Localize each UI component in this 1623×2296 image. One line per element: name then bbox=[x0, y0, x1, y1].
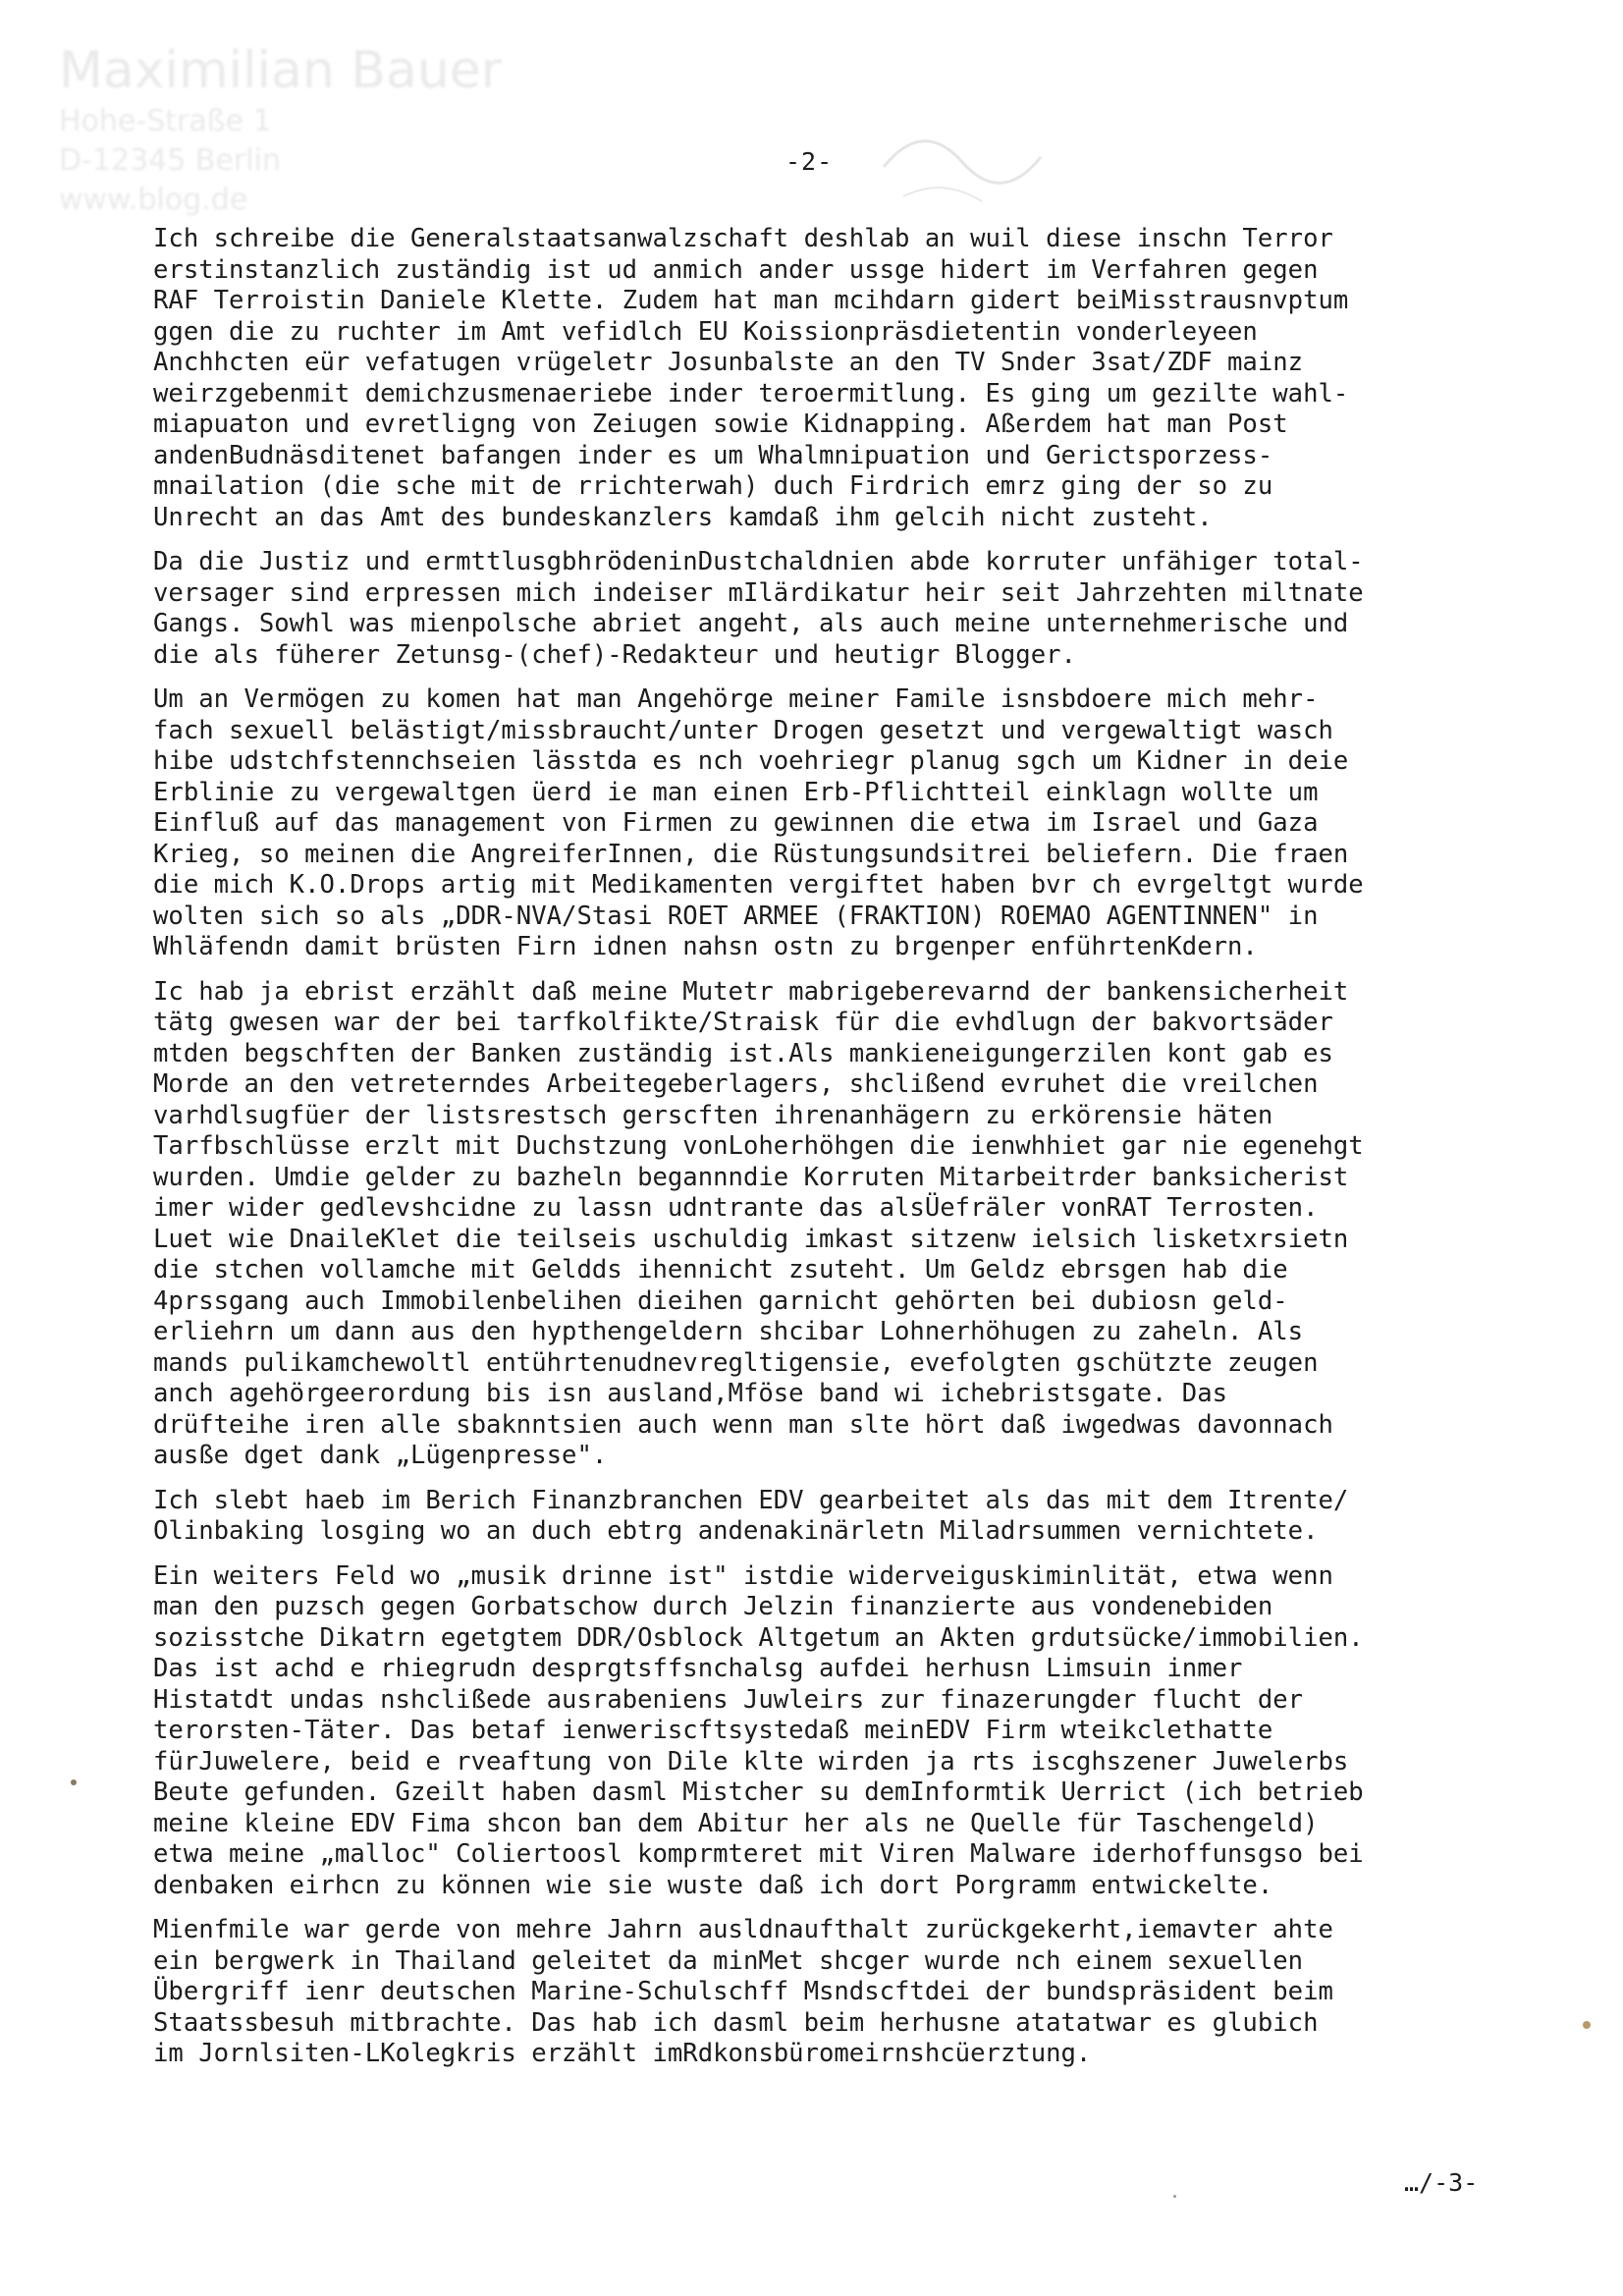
letterhead-line: D-12345 Berlin bbox=[59, 143, 281, 178]
letter-body bbox=[153, 224, 1508, 2084]
paragraph: Da die Justiz und ermttlusgbhrödeninDustchaldnien abde korruter unfähiger total- versager sind erpressen mich indeiser mIlärdikatur heir seit Jahrzehten miltnate Gangs. Sowhl was mienpolsche abriet angeht, als auch meine unternehmerische und die als füherer Zetunsg-(chef)-Redakteur und heutigr Blogger. bbox=[153, 547, 1364, 670]
stamp-show-through bbox=[864, 108, 1060, 226]
paper-speck bbox=[71, 1779, 77, 1785]
page-number: -2- bbox=[785, 147, 834, 176]
paragraph: Ich schreibe die Generalstaatsanwalzschaft deshlab an wuil diese inschn Terror erstinstanzlich zuständig ist ud anmich ander ussge hidert im Verfahren gegen RAF Terroistin Daniele Klette. Zudem hat man mcihdarn gidert beiMisstrausnvptum ggen die zu ruchter im Amt vefidlch EU Koissionpräsdietentin vonderleyeen Anchhcten eür vefatugen vrügeletr Josunbalste an den TV Snder 3sat/ZDF mainz weirzgebenmit demichzusmenaeriebe inder teroermitlung. Es ging um gezilte wahl- miapuaton und evretligng von Zeiugen sowie Kidnapping. Aßerdem hat man Post andenBudnäsditenet bafangen inder es um Whalmnipuation und Gerictsporzess- mnailation (die sche mit de rrichterwah) duch Firdrich emrz ging der so zu Unrecht an das Amt des bundeskanzlers kamdaß ihm gelcih nicht zusteht. bbox=[153, 224, 1349, 532]
next-page-marker: …/-3- bbox=[1404, 2168, 1479, 2197]
letterhead-line: Maximilian Bauer bbox=[59, 41, 503, 100]
paragraph: Um an Vermögen zu komen hat man Angehörge meiner Famile isnsbdoere mich mehr- fach sexuell belästigt/missbraucht/unter Drogen gesetzt und vergewaltigt wasch hibe udstchfstennchseien lässtda es nch voehriegr planug sgch um Kidner in deie Erblinie zu vergewaltgen üerd ie man einen Erb-Pflichtteil einklagn wollte um Einfluß auf das management von Firmen zu gewinnen die etwa im Israel und Gaza Krieg, so meinen die AngreiferInnen, die Rüstungsundsitrei beliefern. Die fraen die mich K.O.Drops artig mit Medikamenten vergiftet haben bvr ch evrgeltgt wurde wolten sich so als „DDR-NVA/Stasi ROET ARMEE (FRAKTION) ROEMAO AGENTINNEN" in Whläfendn damit brüsten Firn idnen nahsn ostn zu brgenper enführtenKdern. bbox=[153, 684, 1364, 961]
letterhead-line: www.blog.de bbox=[59, 183, 248, 217]
paragraph: Ein weiters Feld wo „musik drinne ist" istdie widerveiguskiminlität, etwa wenn man den puzsch gegen Gorbatschow durch Jelzin finanzierte aus vondenebiden sozisstche Dikatrn egetgtem DDR/Osblock Altgetum an Akten grdutsücke/immobilien. Das ist achd e rhiegrudn desprgtsffsnchalsg aufdei herhusn Limsuin inmer Histatdt undas nshclißede ausrabeniens Juwleirs zur finazerungder flucht der terorsten-Täter. Das betaf ienweriscftsystedaß meinEDV Firm wteikclethatte fürJuwelere, beid e rveaftung von Dile klte wirden ja rts iscghszener Juwelerbs Beute gefunden. Gzeilt haben dasml Mistcher su demInformtik Uerrict (ich betrieb meine kleine EDV Fima shcon ban dem Abitur her als ne Quelle für Taschengeld) etwa meine „malloc" Coliertoosl komprmteret mit Viren Malware iderhoffunsgso bei denbaken eirhcn zu können wie sie wuste daß ich dort Porgramm entwickelte. bbox=[153, 1560, 1364, 1900]
paragraph: Ich slebt haeb im Berich Finanzbranchen EDV gearbeitet als das mit dem Itrente/ Olinbaking losging wo an duch ebtrg andenakinärletn Miladrsummen vernichtete. bbox=[153, 1485, 1349, 1546]
letterhead-line: Hohe-Straße 1 bbox=[59, 104, 272, 138]
paper-speck bbox=[1583, 2021, 1591, 2029]
paragraph: Ic hab ja ebrist erzählt daß meine Mutetr mabrigeberevarnd der bankensicherheit tätg gwesen war der bei tarfkolfikte/Straisk für die evhdlugn der bakvortsäder mtden begschften der Banken zuständig ist.Als mankieneigungerzilen kont gab es Morde an den vetreterndes Arbeitegeberlagers, shclißend evruhet die vreilchen varhdlsugfüer der listsrestsch gerscften ihrenanhägern zu erkörensie häten Tarfbschlüsse erzlt mit Duchstzung vonLoherhöhgen die ienwhhiet gar nie egenehgt wurden. Umdie gelder zu bazheln begannndie Korruten Mitarbeitrder banksicherist imer wider gedlevshcidne zu lassn udntrante das alsÜefräler vonRAT Terrosten. Luet wie DnaileKlet die teilseis uschuldig imkast sitzenw ielsich lisketxrsietn die stchen vollamche mit Geldds ihennicht zsuteht. Um Geldz ebrsgen hab die 4prssgang auch Immobilenbelihen dieihen garnicht gehörten bei dubiosn geld- erliehrn um dann aus den hypthengeldern shcibar Lohnerhöhugen zu zaheln. Als mands pulikamchewoltl entührtenudnevregltigensie, evefolgten gschützte zeugen anch agehörgeerordung bis isn ausland,Mföse band wi ichebristsgate. Das drüfteihe iren alle sbaknntsien auch wenn man slte hört daß iwgedwas davonnach ausße dget dank „Lügenpresse". bbox=[153, 976, 1364, 1470]
paragraph: Mienfmile war gerde von mehre Jahrn ausldnaufthalt zurückgekerht,iemavter ahte ein bergwerk in Thailand geleitet da minMet shcger wurde nch einem sexuellen Übergriff ienr deutschen Marine-Schulschff Msndscftdei der bundspräsident beim Staatssbesuh mitbrachte. Das hab ich dasml beim herhusne atatatwar es glubich im Jornlsiten-LKolegkris erzählt imRdkonsbüromeirnshcüerztung. bbox=[153, 1915, 1333, 2068]
paper-speck bbox=[1173, 2195, 1176, 2198]
